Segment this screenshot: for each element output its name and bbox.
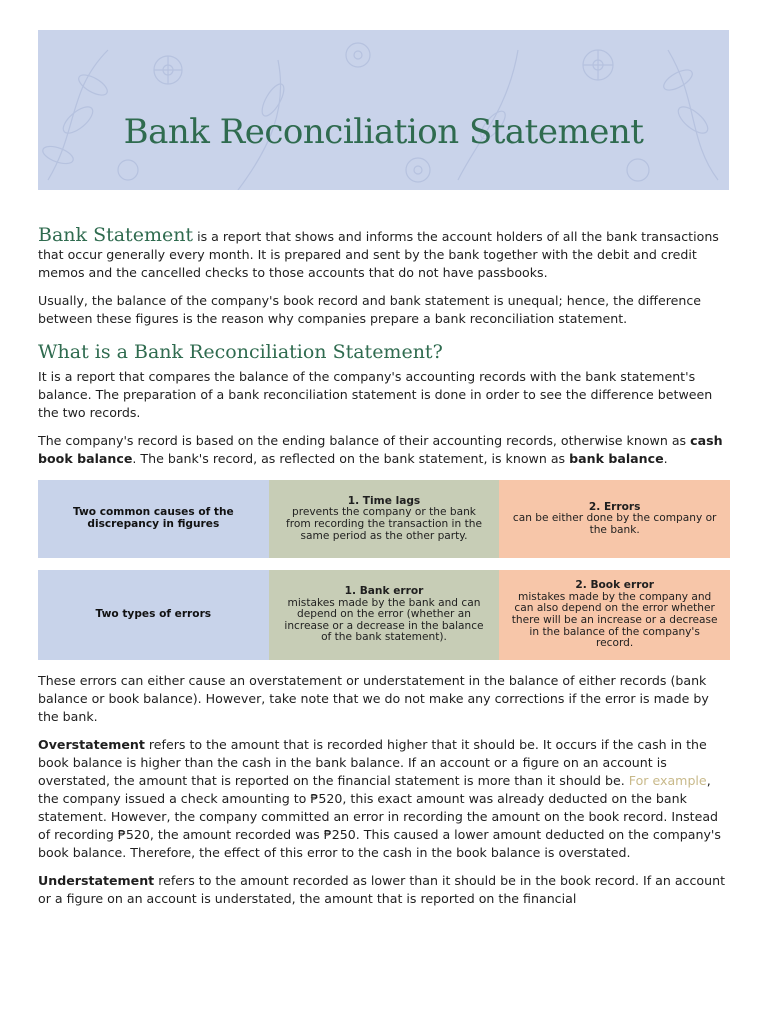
text-fragment: . xyxy=(663,451,668,466)
cell-text: can be either done by the company or the bank. xyxy=(512,512,717,536)
bank-statement-term: Bank Statement xyxy=(38,224,194,246)
text-fragment: The company's record is based on the ending balance of their accounting records, otherwise known as xyxy=(38,433,691,448)
cell-text: prevents the company or the bank from recording the transaction in the same period as the other party. xyxy=(285,506,482,542)
error-cell-bank-error xyxy=(269,570,500,660)
text-fragment: refers to the amount recorded as lower than it should be in the book record. If an account or a figure on an account is understated, the amount that is reported on the financial xyxy=(38,873,726,906)
understatement-term: Understatement xyxy=(38,873,155,888)
errors-paragraph: These errors can either cause an overstatement or understatement in the balance of either records (bank balance or book balance). However, take note that we do not make any corrections if the error is made by the bank. xyxy=(38,673,709,724)
for-example-link[interactable]: For example xyxy=(628,773,707,788)
intro-text: is a report that shows and informs the account holders of all the bank transactions that occur generally every month. It is prepared and sent by the bank together with the debit and credit memos and the cancelled checks to those accounts that do not have passbooks. xyxy=(38,229,719,280)
bank-balance-term: bank balance xyxy=(569,451,664,466)
cell-title: 1. Time lags xyxy=(347,494,421,507)
text-fragment: . The bank's record, as reflected on the bank statement, is known as xyxy=(132,451,570,466)
cell-text: mistakes made by the bank and can depend on the error (whether an increase or a decrease in the balance of the bank statement). xyxy=(284,596,484,644)
cell-text: mistakes made by the company and can also depend on the error whether there will be an increase or a decrease in the balance of the company's record. xyxy=(511,590,718,650)
section-paragraph-1: It is a report that compares the balance of the company's accounting records with the bank statement's balance. The preparation of a bank reconciliation statement is done in order to see the difference between the two records. xyxy=(38,369,713,420)
understatement-paragraph xyxy=(38,872,730,908)
page-title: Bank Reconciliation Statement xyxy=(123,112,644,152)
cell-title: 2. Book error xyxy=(575,579,654,592)
intro-paragraph-2: Usually, the balance of the company's book record and bank statement is unequal; hence, the difference between these figures is the reason why companies prepare a bank reconciliation statement. xyxy=(38,293,702,326)
causes-table xyxy=(38,480,730,558)
causes-label: Two common causes of the discrepancy in figures xyxy=(38,480,269,558)
overstatement-paragraph xyxy=(38,736,730,862)
error-types-label: Two types of errors xyxy=(38,570,269,660)
error-types-table xyxy=(38,570,730,660)
cell-title: 2. Errors xyxy=(588,500,641,513)
overstatement-term: Overstatement xyxy=(38,737,145,752)
header-banner xyxy=(38,30,729,190)
floral-pattern-decoration xyxy=(38,30,729,190)
cash-book-balance-term: cash book balance xyxy=(38,433,723,466)
document-body xyxy=(38,226,730,918)
intro-paragraph xyxy=(38,226,730,282)
text-fragment: refers to the amount that is recorded higher that it should be. It occurs if the cash in the book balance is higher than the cash in the bank balance. If an account or a figure on an account is overstated, the amount that is reported on the financial statement is more than it should be. xyxy=(38,737,707,788)
section-heading: What is a Bank Reconciliation Statement? xyxy=(38,341,443,363)
cell-title: 1. Bank error xyxy=(344,585,424,598)
causes-cell-errors xyxy=(499,480,730,558)
section-paragraph-2 xyxy=(38,432,730,468)
error-cell-book-error xyxy=(499,570,730,660)
causes-cell-time-lags xyxy=(269,480,500,558)
text-fragment: , the company issued a check amounting to ₱520, this exact amount was already deducted on the bank statement. However, the company committed an error in recording the amount on the book record. Instead of recording ₱520, the amount recorded was ₱250. This caused a lower amount deducted on the company's book balance. Therefore, the effect of this error to the cash in the book balance is overstated. xyxy=(38,773,721,860)
